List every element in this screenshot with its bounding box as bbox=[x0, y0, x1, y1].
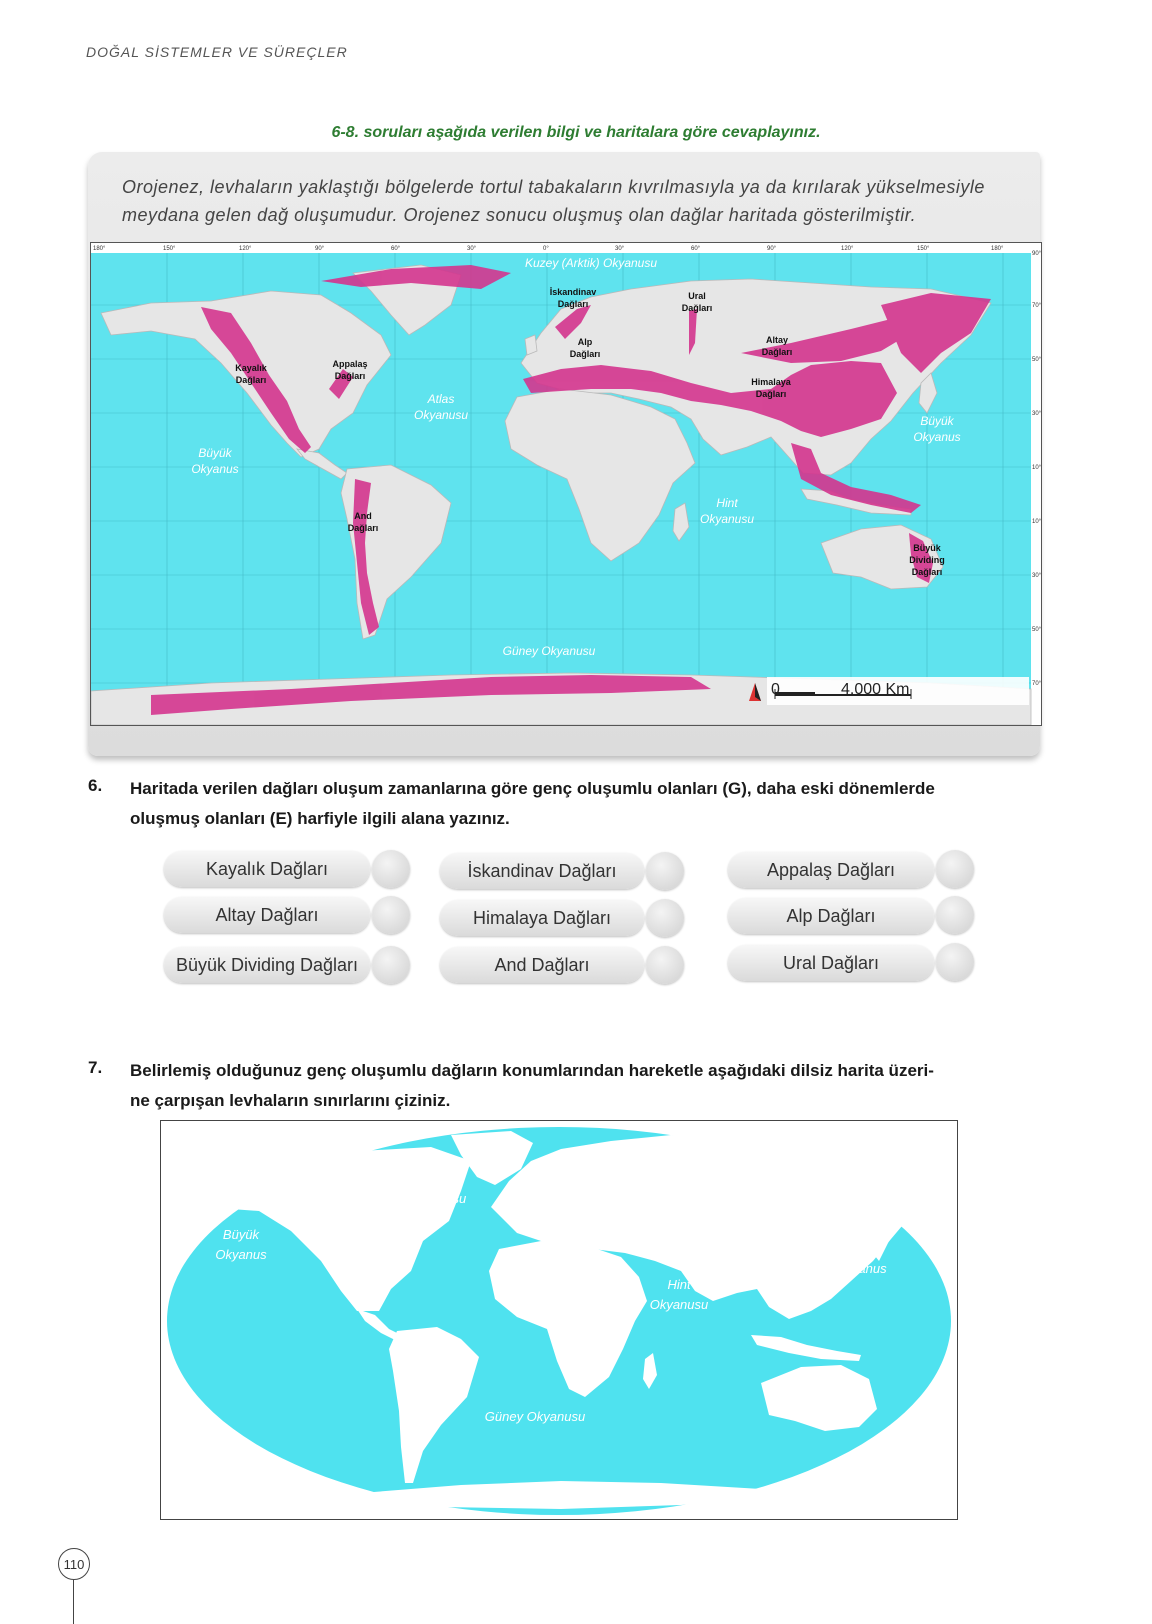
lat-label: 50° bbox=[1032, 357, 1041, 363]
answer-label: And Dağları bbox=[440, 947, 644, 983]
answer-label: Appalaş Dağları bbox=[728, 852, 934, 888]
answer-label: Kayalık Dağları bbox=[164, 851, 370, 887]
label-iskandinav: İskandinav Dağları bbox=[549, 287, 597, 309]
ocean-label-atlas: Atlas Okyanusu bbox=[413, 392, 469, 422]
answer-label: Ural Dağları bbox=[728, 945, 934, 981]
blank-world-map[interactable] bbox=[160, 1120, 958, 1520]
lat-label: 30° bbox=[1032, 411, 1041, 417]
ocean-label-pacific-west: Büyük Okyanus bbox=[191, 446, 239, 476]
ocean-label-pacific-east: Büyük Okyanus bbox=[913, 414, 961, 444]
ocean-label-indian: Hint Okyanusu bbox=[699, 496, 755, 526]
q6-text bbox=[130, 774, 1060, 834]
lat-label: 50° bbox=[1032, 627, 1041, 633]
label-and: And Dağları bbox=[347, 511, 379, 533]
label-alp: Alp Dağları bbox=[569, 337, 601, 359]
lon-label: 0° bbox=[543, 246, 549, 252]
lon-label: 90° bbox=[315, 246, 325, 252]
label-ural: Ural Dağları bbox=[681, 291, 713, 313]
lon-label: 30° bbox=[615, 246, 625, 252]
label-himalaya: Himalaya Dağları bbox=[751, 377, 791, 399]
label-dividing: Büyük Dividing Dağları bbox=[909, 543, 945, 577]
lat-label: 70° bbox=[1032, 681, 1041, 687]
q7-text bbox=[130, 1056, 1060, 1116]
map2-ocean-label-pacific-west: Büyük Okyanus bbox=[215, 1227, 267, 1262]
q6-number: 6. bbox=[88, 776, 103, 795]
lon-label: 90° bbox=[767, 246, 777, 252]
answer-slot[interactable] bbox=[372, 896, 410, 934]
page-number: 110 bbox=[58, 1548, 90, 1580]
label-kayalik: Kayalık Dağları bbox=[235, 363, 267, 385]
answer-label: İskandinav Dağları bbox=[440, 853, 644, 889]
answer-slot[interactable] bbox=[936, 850, 974, 888]
lon-label: 180° bbox=[93, 246, 106, 252]
lat-label: 10° bbox=[1032, 465, 1041, 471]
map2-ocean-label-southern: Güney Okyanusu bbox=[484, 1409, 586, 1424]
lat-label: 30° bbox=[1032, 573, 1041, 579]
lon-label: 180° bbox=[991, 246, 1004, 252]
answer-slot[interactable] bbox=[646, 852, 684, 890]
lat-label: 10° bbox=[1032, 519, 1041, 525]
q7-line2: ne çarpışan levhaların sınırlarını çiziniz. bbox=[130, 1091, 451, 1110]
ocean-label-southern: Güney Okyanusu bbox=[502, 644, 596, 658]
lon-label: 120° bbox=[239, 246, 252, 252]
answer-slot[interactable] bbox=[936, 896, 974, 934]
lat-label: 90° bbox=[1032, 251, 1041, 257]
map2-ocean-label-atlas: Atlas Okyanusu bbox=[407, 1171, 467, 1206]
q7-line1: Belirlemiş olduğunuz genç oluşumlu dağların konumlarından hareketle aşağıdaki dilsiz harita üzeri- bbox=[130, 1061, 934, 1080]
label-appalas: Appalaş Dağları bbox=[332, 359, 368, 381]
answer-slot[interactable] bbox=[646, 899, 684, 937]
lon-label: 60° bbox=[391, 246, 401, 252]
lon-label: 30° bbox=[467, 246, 477, 252]
lat-label: 70° bbox=[1032, 303, 1041, 309]
section-title: DOĞAL SİSTEMLER VE SÜREÇLER bbox=[86, 44, 348, 60]
answer-label: Himalaya Dağları bbox=[440, 900, 644, 936]
answer-label: Alp Dağları bbox=[728, 898, 934, 934]
scale-zero: 0 bbox=[771, 681, 780, 698]
map2-ocean-label-indian: Hint Okyanusu bbox=[649, 1277, 709, 1312]
label-altay: Altay Dağları bbox=[761, 335, 793, 357]
info-text: Orojenez, levhaların yaklaştığı bölgelerde tortul tabakaların kıvrılmasıyla ya da kırılarak yükselmesiyle meydana gelen dağ oluşumudur. Orojenez sonucu oluşmuş olan dağlar haritada gösterilmiştir. bbox=[122, 177, 985, 225]
lon-label: 120° bbox=[841, 246, 854, 252]
orogeny-map bbox=[90, 242, 1042, 726]
answer-slot[interactable] bbox=[372, 946, 410, 984]
q6-line1: Haritada verilen dağları oluşum zamanlarına göre genç oluşumlu olanları (G), daha eski dönemlerde bbox=[130, 779, 935, 798]
answer-slot[interactable] bbox=[936, 943, 974, 981]
ocean-label-arctic: Kuzey (Arktik) Okyanusu bbox=[524, 256, 658, 270]
scale-distance: 4.000 Km bbox=[841, 681, 910, 698]
questions-instruction: 6-8. soruları aşağıda verilen bilgi ve haritalara göre cevaplayınız. bbox=[331, 124, 821, 141]
answer-slot[interactable] bbox=[646, 946, 684, 984]
answer-slot[interactable] bbox=[372, 850, 410, 888]
q6-line2: oluşmuş olanları (E) harfiyle ilgili alana yazınız. bbox=[130, 809, 510, 828]
lon-label: 60° bbox=[691, 246, 701, 252]
map2-ocean-label-pacific-east: Büyük Okyanus bbox=[835, 1241, 887, 1276]
page-number-line bbox=[73, 1580, 74, 1624]
answer-label: Altay Dağları bbox=[164, 897, 370, 933]
answer-label: Büyük Dividing Dağları bbox=[164, 947, 370, 983]
q7-number: 7. bbox=[88, 1058, 103, 1077]
lon-label: 150° bbox=[917, 246, 930, 252]
lon-label: 150° bbox=[163, 246, 176, 252]
